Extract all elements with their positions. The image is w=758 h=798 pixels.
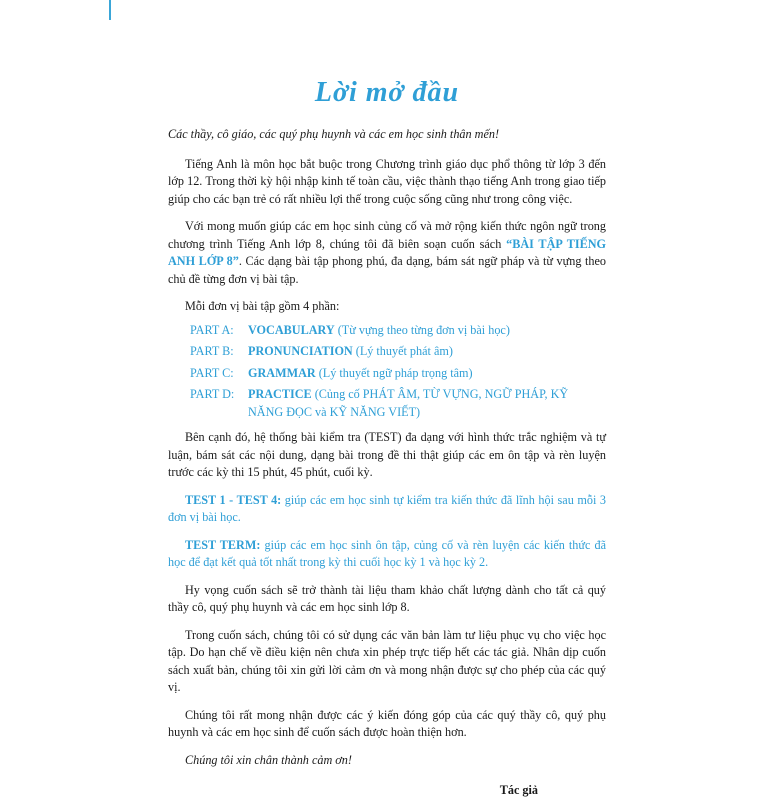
paragraph-tests: Bên cạnh đó, hệ thống bài kiểm tra (TEST) đa dạng với hình thức trắc nghiệm và tự luận, bám sát các nội dung, dạng bài trong đề thi thật giúp các em ôn tập và rèn luyện trước các kỳ thi 15 phút, 45 phút, cuối kỳ. [168,430,606,479]
book-title: “BÀI TẬP TIẾNG ANH LỚP 8” [168,236,606,268]
paragraph-feedback: Chúng tôi rất mong nhận được các ý kiến đóng góp của các quý thầy cô, quý phụ huynh và các em học sinh để cuốn sách được hoàn thiện hơn. [168,707,606,739]
parts-intro: Mỗi đơn vị bài tập gồm 4 phần: [185,299,340,313]
part-name: PRACTICE [248,387,312,401]
part-label: PART A: [190,322,234,337]
paragraph-book-before: Với mong muốn giúp các em học sinh củng cố và mở rộng kiến thức ngôn ngữ trong chương trình Tiếng Anh lớp 8, chúng tôi đã biên soạn cuốn sách [168,219,606,251]
author-signature: Tác giả [499,783,538,797]
term-label: TEST TERM: [185,537,261,552]
parts-list [190,322,606,422]
test-label: TEST 1 - TEST 4: [185,492,282,507]
paragraph-intro: Tiếng Anh là môn học bắt buộc trong Chương trình giáo dục phổ thông từ lớp 3 đến lớp 12. Trong thời kỳ hội nhập kinh tế toàn cầu, việc thành thạo tiếng Anh trong giao tiếp giúp cho các bạn trẻ có rất nhiều lợi thế trong cuộc sống cũng như trong công việc. [168,156,606,206]
part-desc: (Củng cố PHÁT ÂM, TỪ VỰNG, NGỮ PHÁP, KỸ NĂNG ĐỌC và KỸ NĂNG VIẾT) [248,387,569,419]
part-item-a [190,322,606,340]
part-name: VOCABULARY [248,322,335,337]
part-label: PART C: [190,365,234,380]
term-text: giúp các em học sinh ôn tập, củng cố và rèn luyện các kiến thức đã học để đạt kết quả tốt nhất trong kỳ thi cuối học kỳ 1 và học kỳ 2. [168,537,606,569]
closing-line: Chúng tôi xin chân thành cảm ơn! [185,752,352,767]
paragraph-book [168,218,606,288]
part-desc: (Lý thuyết ngữ pháp trọng tâm) [315,365,473,380]
part-label: PART B: [190,344,234,358]
test-text: giúp các em học sinh tự kiểm tra kiến thức đã lĩnh hội sau mỗi 3 đơn vị bài học. [168,492,606,524]
part-item-d [190,386,606,421]
part-desc: (Lý thuyết phát âm) [352,344,453,358]
page-title: Lời mở đầu [314,77,460,108]
part-item-b [190,343,606,361]
part-item-c [190,365,606,383]
greeting: Các thầy, cô giáo, các quý phụ huynh và các em học sinh thân mến! [168,127,500,141]
paragraph-test-term [168,537,606,572]
paragraph-hope: Hy vọng cuốn sách sẽ trở thành tài liệu tham khảo chất lượng dành cho tất cả quý thầy cô, quý phụ huynh và các em học sinh lớp 8. [168,582,606,614]
paragraph-sources: Trong cuốn sách, chúng tôi có sử dụng các văn bản làm tư liệu phục vụ cho việc học tập. Do hạn chế về điều kiện nên chưa xin phép trực tiếp hết các tác giả. Nhân dịp cuốn sách xuất bản, chúng tôi xin gửi lời cảm ơn và mong nhận được sự cho phép của các quý vị. [168,627,606,694]
paragraph-book-after: . Các dạng bài tập phong phú, đa dạng, bám sát ngữ pháp và từ vựng theo chủ đề từng đơn vị bài tập. [168,254,607,286]
part-name: GRAMMAR [248,365,316,380]
part-label: PART D: [190,387,235,401]
part-name: PRONUNCIATION [248,344,353,358]
page-edge-line [109,0,111,20]
document-page [168,68,606,798]
paragraph-test-units [168,492,606,527]
part-desc: (Từ vựng theo từng đơn vị bài học) [334,322,510,337]
